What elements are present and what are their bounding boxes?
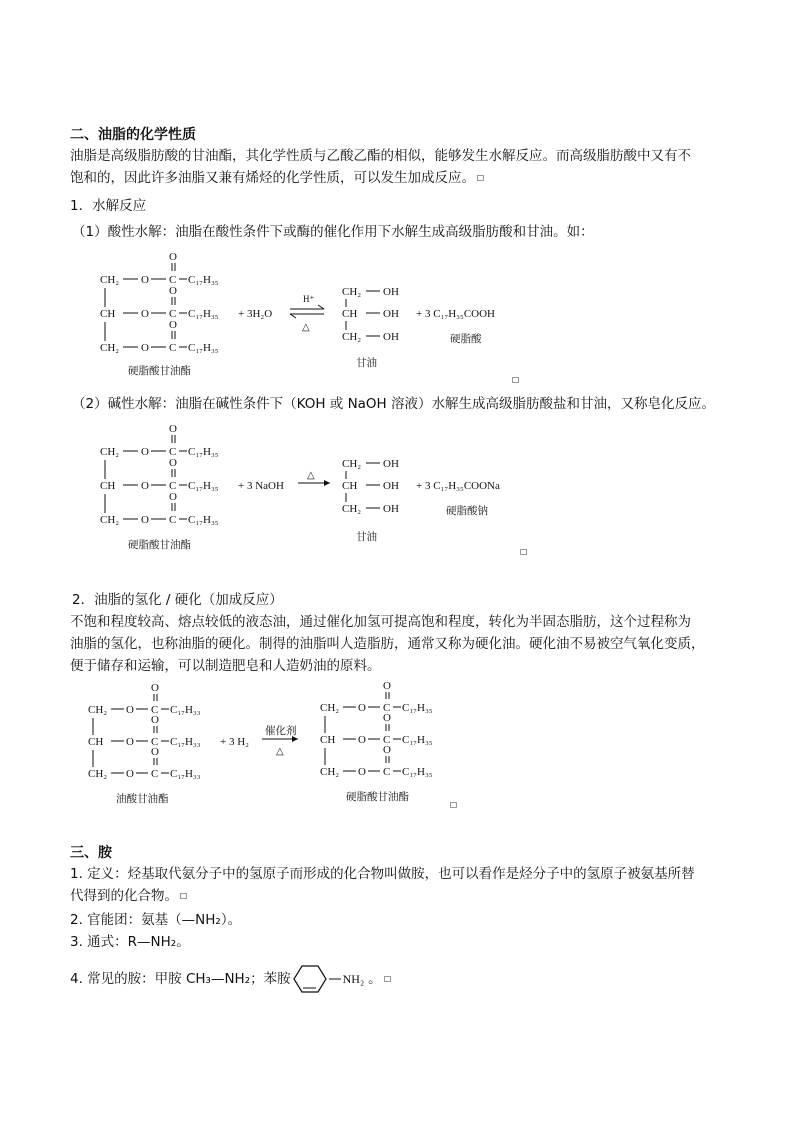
- svg-text:C: C: [383, 734, 391, 746]
- svg-text:OH: OH: [383, 503, 399, 515]
- glycerol-label: 甘油: [356, 357, 377, 369]
- svg-text:O: O: [141, 274, 149, 286]
- svg-text:C₁₇H₃₃: C₁₇H₃₃: [170, 736, 201, 748]
- svg-text:O: O: [169, 251, 177, 263]
- svg-text:C: C: [169, 480, 177, 492]
- amine-general-formula: 3. 通式：R—NH₂。: [70, 934, 190, 950]
- hydrogenation-line-2: 油脂的氢化，也称油脂的硬化。制得的油脂叫人造脂肪，通常又称为硬化油。硬化油不易被空气氧化变质，: [70, 636, 705, 652]
- svg-text:CH₂: CH₂: [342, 458, 362, 470]
- svg-text:CH: CH: [88, 736, 104, 748]
- bond-line: [329, 974, 341, 984]
- edit-mark-icon: [450, 802, 457, 808]
- ch2-label: CH₂: [100, 274, 120, 286]
- svg-text:O: O: [169, 319, 177, 331]
- svg-text:C₁₇H₃₅: C₁₇H₃₅: [402, 734, 433, 746]
- edit-mark-icon: [477, 175, 484, 181]
- svg-text:油酸甘油酯: 油酸甘油酯: [116, 793, 169, 805]
- svg-text:硬脂酸甘油酯: 硬脂酸甘油酯: [128, 539, 191, 551]
- acid-hydrolysis-text: （1）酸性水解：油脂在酸性条件下或酶的催化作用下水解生成高级脂肪酸和甘油。如：: [72, 224, 594, 240]
- svg-text:C₁₇H₃₃: C₁₇H₃₃: [170, 704, 201, 716]
- ch2-label: CH₂: [100, 342, 120, 354]
- svg-text:O: O: [151, 746, 159, 758]
- svg-text:O: O: [383, 680, 391, 692]
- svg-text:+ 3 NaOH: + 3 NaOH: [238, 480, 284, 492]
- svg-text:△: △: [302, 322, 310, 333]
- svg-text:△: △: [307, 470, 315, 481]
- svg-text:C: C: [151, 704, 159, 716]
- svg-text:CH₂: CH₂: [342, 286, 362, 298]
- benzene-ring-icon: [293, 964, 327, 994]
- svg-text:C: C: [383, 766, 391, 778]
- svg-text:CH₂: CH₂: [100, 446, 120, 458]
- svg-text:C: C: [169, 274, 177, 286]
- svg-text:OH: OH: [383, 480, 399, 492]
- svg-text:C₁₇H₃₅: C₁₇H₃₅: [188, 308, 219, 320]
- svg-text:O: O: [141, 446, 149, 458]
- reactant-label: 硬脂酸甘油酯: [128, 365, 191, 377]
- svg-text:OH: OH: [383, 308, 399, 320]
- reagent: + 3H₂O: [238, 308, 273, 320]
- amine-definition-1: 1. 定义：烃基取代氨分子中的氢原子而形成的化合物叫做胺，也可以看作是烃分子中的氢原子被氨基所替: [70, 866, 695, 882]
- svg-text:C: C: [169, 514, 177, 526]
- svg-text:O: O: [383, 712, 391, 724]
- svg-text:CH: CH: [342, 308, 358, 320]
- svg-text:OH: OH: [383, 331, 399, 343]
- svg-text:+ 3 C₁₇H₃₅COONa: + 3 C₁₇H₃₅COONa: [416, 480, 500, 492]
- svg-text:C₁₇H₃₅: C₁₇H₃₅: [188, 274, 219, 286]
- intro-line-2: 饱和的，因此许多油脂又兼有烯烃的化学性质，可以发生加成反应。: [70, 168, 484, 189]
- svg-text:C₁₇H₃₅: C₁₇H₃₅: [188, 480, 219, 492]
- stearic-acid-label: 硬脂酸: [450, 333, 482, 345]
- svg-text:C₁₇H₃₅: C₁₇H₃₅: [402, 702, 433, 714]
- svg-text:O: O: [141, 308, 149, 320]
- svg-text:C: C: [151, 736, 159, 748]
- svg-text:CH₂: CH₂: [88, 704, 108, 716]
- svg-text:O: O: [141, 342, 149, 354]
- svg-text:C₁₇H₃₅: C₁₇H₃₅: [402, 766, 433, 778]
- amine-functional-group: 2. 官能团：氨基（—NH₂）。: [70, 912, 242, 928]
- intro-line-1: 油脂是高级脂肪酸的甘油酯，其化学性质与乙酸乙酯的相似，能够发生水解反应。而高级脂肪酸中又有不: [70, 148, 691, 164]
- common-amines: 4. 常见的胺：甲胺 CH₃—NH₂；苯胺 NH₂ 。: [70, 964, 391, 994]
- svg-text:H⁺: H⁺: [303, 294, 315, 304]
- svg-text:O: O: [126, 768, 134, 780]
- svg-text:CH₂: CH₂: [88, 768, 108, 780]
- svg-text:CH₂: CH₂: [342, 503, 362, 515]
- svg-text:C₁₇H₃₅: C₁₇H₃₅: [188, 446, 219, 458]
- svg-text:CH: CH: [320, 734, 336, 746]
- hydrogenation-line-1: 不饱和程度较高、熔点较低的液态油，通过催化加氢可提高饱和程度，转化为半固态脂肪，这个过程称为: [70, 614, 691, 630]
- svg-text:CH₂: CH₂: [100, 514, 120, 526]
- svg-text:O: O: [358, 734, 366, 746]
- base-hydrolysis-text: （2）碱性水解：油脂在碱性条件下（KOH 或 NaOH 溶液）水解生成高级脂肪酸盐和甘油，又称皂化反应。: [72, 396, 716, 412]
- subheading-hydrolysis: 1．水解反应: [70, 198, 147, 214]
- svg-text:O: O: [169, 457, 177, 469]
- edit-mark-icon: [512, 377, 519, 383]
- svg-text:O: O: [141, 480, 149, 492]
- edit-mark-icon: [520, 549, 527, 555]
- svg-text:O: O: [169, 285, 177, 297]
- svg-text:O: O: [169, 423, 177, 435]
- subheading-hydrogenation: 2．油脂的氢化 / 硬化（加成反应）: [72, 592, 283, 608]
- svg-text:C₁₇H₃₃: C₁₇H₃₃: [170, 768, 201, 780]
- svg-text:C: C: [151, 768, 159, 780]
- hydrogenation-line-3: 便于储存和运输，可以制造肥皂和人造奶油的原料。: [70, 658, 381, 674]
- svg-text:O: O: [151, 714, 159, 726]
- section-title-fat-properties: 二、油脂的化学性质: [70, 127, 196, 143]
- svg-text:+ 3 H₂: + 3 H₂: [220, 736, 249, 748]
- amine-definition-2: 代得到的化合物。: [70, 886, 187, 907]
- svg-text:O: O: [126, 704, 134, 716]
- ch-label: CH: [100, 308, 116, 320]
- svg-text:硬脂酸钠: 硬脂酸钠: [446, 505, 488, 517]
- svg-text:CH: CH: [100, 480, 116, 492]
- svg-text:O: O: [141, 514, 149, 526]
- edit-mark-icon: [180, 893, 187, 899]
- svg-text:甘油: 甘油: [356, 531, 377, 543]
- svg-text:CH₂: CH₂: [342, 331, 362, 343]
- svg-text:O: O: [151, 682, 159, 694]
- svg-text:CH: CH: [342, 480, 358, 492]
- svg-text:C: C: [169, 308, 177, 320]
- svg-text:催化剂: 催化剂: [265, 725, 297, 737]
- svg-text:△: △: [276, 746, 284, 757]
- stearic-acid: + 3 C₁₇H₃₅COOH: [416, 308, 495, 320]
- svg-text:C: C: [169, 446, 177, 458]
- saponification-equation: [90, 422, 530, 557]
- svg-text:C: C: [169, 342, 177, 354]
- svg-text:O: O: [383, 744, 391, 756]
- svg-text:O: O: [358, 702, 366, 714]
- hydrogenation-equation: [80, 680, 460, 810]
- svg-text:O: O: [126, 736, 134, 748]
- edit-mark-icon: [384, 976, 391, 982]
- svg-text:CH₂: CH₂: [320, 766, 340, 778]
- svg-text:O: O: [169, 491, 177, 503]
- section-title-amines: 三、胺: [70, 845, 112, 861]
- acid-hydrolysis-equation: [90, 250, 530, 385]
- svg-text:硬脂酸甘油酯: 硬脂酸甘油酯: [346, 791, 409, 803]
- svg-text:C₁₇H₃₅: C₁₇H₃₅: [188, 514, 219, 526]
- svg-text:C: C: [383, 702, 391, 714]
- svg-text:OH: OH: [383, 286, 399, 298]
- svg-text:O: O: [358, 766, 366, 778]
- svg-text:OH: OH: [383, 458, 399, 470]
- svg-text:C₁₇H₃₅: C₁₇H₃₅: [188, 342, 219, 354]
- svg-text:CH₂: CH₂: [320, 702, 340, 714]
